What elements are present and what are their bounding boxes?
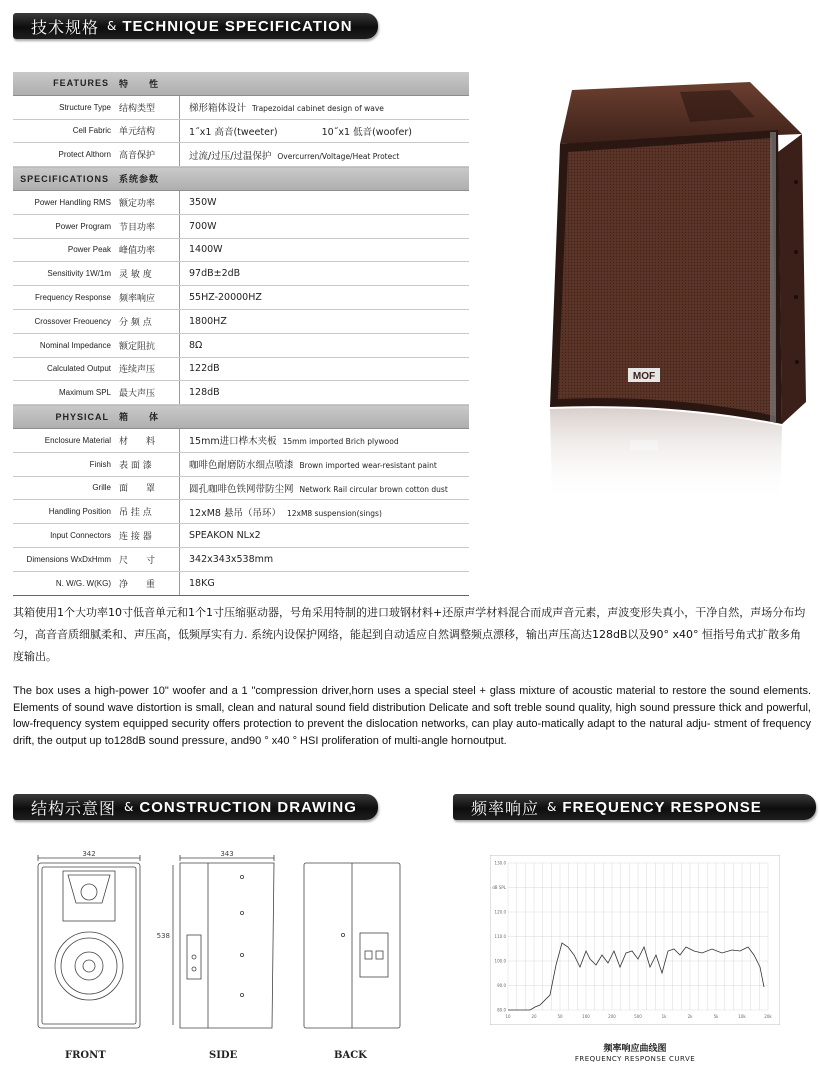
y-tick-label: 100.0 [494,958,506,964]
spec-label-en: Power Peak [13,238,115,262]
back-view [304,863,400,1028]
spec-label-en: Input Connectors [13,524,115,548]
spec-value [180,262,470,286]
spec-label-zh: 连 接 器 [115,524,180,548]
section-physical [13,405,469,429]
spec-label-en: Cell Fabric [13,119,115,143]
spec-value-text: 700W [189,220,217,232]
spec-value [180,143,470,167]
spec-value [180,452,470,476]
spec-value-text: 过流/过压/过温保护 [189,150,272,162]
spec-label-en: Nominal Impedance [13,333,115,357]
spec-value-note: Network Rail circular brown cotton dust [299,484,448,494]
drawing-banner-amp: & [124,800,134,814]
section-features-en: FEATURES [13,72,115,95]
spec-label-en: Calculated Output [13,357,115,381]
spec-row [13,524,469,548]
spec-value [180,524,470,548]
y-tick-label: 90.0 [497,983,506,988]
x-tick-label: 1k [661,1014,667,1019]
spec-value-text: 12xM8 悬吊（吊环） [189,507,281,519]
spec-value-text: 55HZ-20000HZ [189,292,262,304]
spec-value [180,190,470,214]
spec-label-en: Grille [13,476,115,500]
spec-value-text: 18KG [189,577,215,589]
freq-caption-en: FREQUENCY RESPONSE CURVE [574,1055,696,1063]
spec-label-en: Sensitivity 1W/1m [13,262,115,286]
spec-table [13,72,469,596]
spec-value [180,286,470,310]
spec-value [180,476,470,500]
x-tick-label: 500 [634,1014,642,1019]
spec-label-zh: 分 频 点 [115,309,180,333]
spec-row [13,547,469,571]
spec-value [180,571,470,595]
y-tick-label: 110.0 [494,934,506,939]
mof-logo-text: MOF [632,371,656,382]
spec-label-en: Finish [13,452,115,476]
x-tick-label: 10 [505,1014,511,1019]
spec-label-en: Dimensions WxDxHmm [13,547,115,571]
spec-banner [13,13,378,39]
x-tick-label: 100 [582,1014,590,1019]
freq-caption-zh: 频率响应曲线图 [603,1044,667,1054]
spec-value-note: Overcurren/Voltage/Heat Protect [277,151,400,161]
spec-row [13,500,469,524]
spec-value-text: 122dB [189,363,220,375]
spec-label-zh: 峰值功率 [115,238,180,262]
spec-label-en: Handling Position [13,500,115,524]
section-specifications-en: SPECIFICATIONS [13,167,115,191]
spec-value-note: Brown imported wear-resistant paint [299,461,437,471]
y-tick-label: 130.0 [494,860,506,866]
x-tick-label: 5k [713,1014,719,1019]
spec-label-zh: 结构类型 [115,95,180,119]
spec-label-zh: 最大声压 [115,381,180,405]
spec-value [180,309,470,333]
spec-value-text: 342x343x538mm [189,553,274,565]
spec-label-en: Maximum SPL [13,381,115,405]
spec-value-text: 1400W [189,244,223,256]
spec-row [13,452,469,476]
spec-value-text: 梯形箱体设计 [189,103,247,115]
section-features [13,72,469,95]
side-view [173,855,274,1028]
spec-label-zh: 净 重 [115,571,180,595]
spec-value-note: 15mm imported Brich plywood [282,437,399,447]
spec-value-text: 1800HZ [189,315,227,327]
spec-row [13,214,469,238]
spec-label-zh: 灵 敏 度 [115,262,180,286]
spec-value [180,357,470,381]
x-tick-label: 50 [557,1014,563,1019]
spec-row [13,476,469,500]
spec-label-zh: 材 料 [115,428,180,452]
spec-value [180,500,470,524]
spec-row [13,262,469,286]
spec-label-zh: 高音保护 [115,143,180,167]
grille-mesh [558,138,776,416]
spec-banner-en: TECHNIQUE SPECIFICATION [122,17,353,35]
spec-value-text: SPEAKON NLx2 [189,530,261,542]
front-view [38,855,140,1028]
x-tick-label: 20k [764,1014,772,1019]
section-specifications [13,167,469,191]
section-physical-en: PHYSICAL [13,405,115,429]
description-zh: 其箱使用1个大功率10寸低音单元和1个1寸压缩驱动器，号角采用特制的进口玻钢材料+还原声学材料混合而成声音元素，声波变形失真小，干净自然，声场分布均匀，高音音质细腻柔和、声压高，低频厚实有力. 系统内设保护网络，能起到自动适应自然调整频点漂移，输出声压高达128dB以及90° x40° 恒指号角式扩散多角度输出。 [13,606,806,663]
frequency-response-chart [490,855,780,1025]
spec-value-text: 咖啡色耐磨防水细点喷漆 [189,460,294,472]
spec-value [180,119,470,143]
spec-value [180,95,470,119]
freq-banner [453,794,816,820]
spec-label-zh: 单元结构 [115,119,180,143]
side-depth-dim: 343 [220,850,234,858]
x-tick-label: 10k [738,1014,746,1019]
spec-label-zh: 额定功率 [115,190,180,214]
side-height-dim: 538 [156,932,170,940]
spec-value-text-2: 10˝x1 低音(woofer) [321,126,412,138]
spec-label-en: Enclosure Material [13,428,115,452]
spec-row [13,357,469,381]
back-label: BACK [334,1050,367,1061]
spec-label-zh: 节目功率 [115,214,180,238]
section-features-zh: 特 性 [115,72,469,95]
spec-label-zh: 面 罩 [115,476,180,500]
spec-value-text: 圆孔咖啡色铁网带防尘网 [189,483,294,495]
cabinet-side [778,134,806,424]
spec-value-text: 350W [189,196,217,208]
spec-row [13,238,469,262]
speaker-reflection [550,408,782,502]
spec-label-en: N. W/G. W(KG) [13,571,115,595]
side-label: SIDE [209,1050,238,1061]
spec-label-en: Protect Althorn [13,143,115,167]
speaker-image [540,72,810,512]
spec-value [180,333,470,357]
spec-label-zh: 连续声压 [115,357,180,381]
spec-row [13,428,469,452]
spec-value [180,381,470,405]
spec-value-text: 97dB±2dB [189,268,241,280]
spec-label-zh: 额定阻抗 [115,333,180,357]
drawing-banner-en: CONSTRUCTION DRAWING [139,798,357,816]
spec-row [13,190,469,214]
spec-row [13,286,469,310]
construction-drawings [30,845,430,1070]
section-specifications-zh: 系统参数 [115,167,469,191]
spec-row [13,333,469,357]
front-label: FRONT [65,1050,106,1061]
spec-label-zh: 频率响应 [115,286,180,310]
spec-value-text: 8Ω [189,339,203,351]
spec-label-en: Structure Type [13,95,115,119]
freq-banner-zh: 频率响应 [471,798,540,818]
spec-row [13,119,469,143]
spec-value-text: 15mm进口桦木夹板 [189,436,277,448]
y-tick-label: 120.0 [494,909,506,915]
spec-value [180,238,470,262]
spec-banner-amp: & [107,19,117,33]
freq-banner-amp: & [547,800,557,814]
x-tick-label: 2k [687,1014,693,1019]
spec-label-en: Crossover Freouency [13,309,115,333]
spec-row [13,143,469,167]
spec-row [13,95,469,119]
freq-banner-en: FREQUENCY RESPONSE [562,798,762,816]
spec-row [13,571,469,595]
y-tick-label: dB SPL [492,885,506,890]
spec-row [13,381,469,405]
spec-value [180,214,470,238]
spec-row [13,309,469,333]
description-en: The box uses a high-power 10" woofer and a 1 "compression driver,horn uses a special steel + glass mixture of acoustic material to restore the sound elements. Elements of sound wave distortion is small, clean and natural sound field distribution Delicate and soft treble sound quality, high sound pressure thick and powerful, low-frequency system equipped security offers protection to prevent the dislocation networks, can play auto-matically adapt to the natural adju- stment of frequency drift, the output up to128dB sound pressure, and90 ° x40 ° HSI proliferation of multi-angle hornoutput. [13,685,811,747]
spec-label-zh: 表 面 漆 [115,452,180,476]
spec-value-note: Trapezoidal cabinet design of wave [252,104,384,114]
x-tick-label: 200 [608,1014,616,1019]
drawing-banner [13,794,378,820]
spec-label-en: Frequency Response [13,286,115,310]
spec-label-zh: 尺 寸 [115,547,180,571]
x-tick-label: 20 [531,1014,537,1019]
spec-value-text: 128dB [189,387,220,399]
spec-banner-zh: 技术规格 [31,17,100,37]
y-tick-label: 80.0 [497,1007,506,1013]
spec-label-zh: 吊 挂 点 [115,500,180,524]
front-width-dim: 342 [82,850,96,858]
spec-value [180,428,470,452]
spec-value-note: 12xM8 suspension(sings) [286,508,382,518]
spec-value-text: 1˝x1 高音(tweeter) [189,126,278,138]
drawing-banner-zh: 结构示意图 [31,798,117,818]
section-physical-zh: 箱 体 [115,405,469,429]
spec-label-en: Power Program [13,214,115,238]
spec-value [180,547,470,571]
spec-label-en: Power Handling RMS [13,190,115,214]
